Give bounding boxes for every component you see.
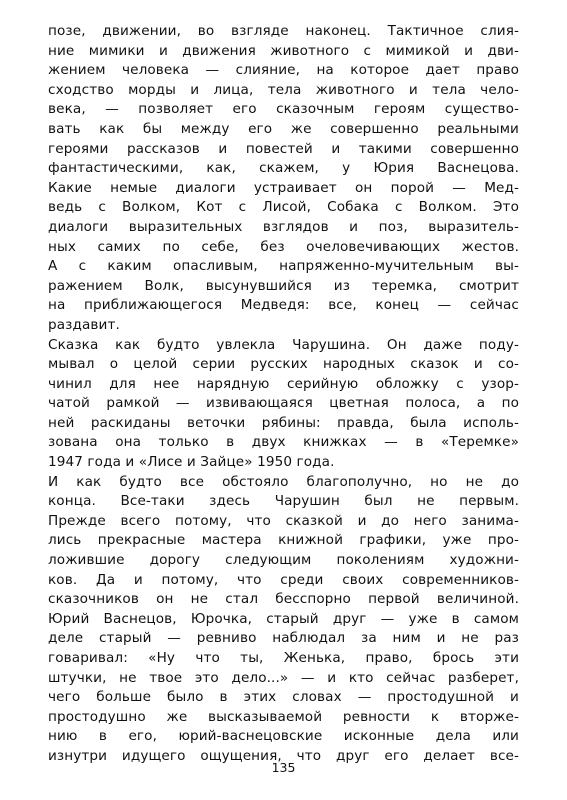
text-line: А с каким опасливым, напряженно-мучительным вы- bbox=[48, 258, 519, 275]
text-line: вать как бы между его же совершенно реальными bbox=[48, 120, 519, 137]
text-line: сказочников он не стал бесспорно первой величиной. bbox=[48, 591, 519, 608]
text-line: ражением Волк, высунувшийся из теремка, смотрит bbox=[48, 277, 519, 294]
text-line: конца. Все-таки здесь Чарушин был не первым. bbox=[48, 493, 519, 510]
text-line: простодушно же высказываемой ревности к вторже- bbox=[48, 708, 519, 725]
text-line: сходство морды и лица, тела животного и тела чело- bbox=[48, 81, 519, 98]
text-line: лись прекрасные мастера книжной графики, уже про- bbox=[48, 532, 519, 549]
text-line: деле старый — ревниво наблюдал за ним и не раз bbox=[48, 630, 519, 647]
text-line: зована она только в двух книжках — в «Теремке» bbox=[48, 434, 519, 451]
text-line: ных самих по себе, без очеловечивающих жестов. bbox=[48, 238, 519, 255]
text-line: И как будто все обстояло благополучно, но не до bbox=[48, 473, 519, 490]
text-line: Прежде всего потому, что сказкой и до него занима- bbox=[48, 512, 519, 529]
text-line: нию в его, юрий-васнецовские исконные дела или bbox=[48, 728, 519, 745]
text-line: раздавит. bbox=[48, 316, 120, 333]
text-line: ней раскиданы веточки рябины: правда, была исполь- bbox=[48, 414, 519, 431]
text-line: штучки, не твое это дело...» — и кто сейчас разберет, bbox=[48, 669, 519, 686]
text-line: чего больше было в этих словах — простодушной и bbox=[48, 689, 519, 706]
text-line: Какие немые диалоги устраивает он порой — Мед- bbox=[48, 179, 519, 196]
text-line: жением человека — слияние, на которое дает право bbox=[48, 62, 519, 79]
text-line: 1947 года и «Лисе и Зайце» 1950 года. bbox=[48, 454, 335, 471]
page-text bbox=[48, 22, 519, 767]
text-line: говаривал: «Ну что ты, Женька, право, брось эти bbox=[48, 650, 519, 666]
text-line: ние мимики и движения животного с мимикой и дви- bbox=[48, 42, 519, 59]
text-line: ведь с Волком, Кот с Лисой, Собака с Волком. Это bbox=[48, 199, 519, 216]
page-number: 135 bbox=[271, 760, 296, 775]
text-line: изнутри идущего ощущения, что друг его делает все- bbox=[48, 747, 519, 764]
text-line: ложившие дорогу следующим поколениям художни- bbox=[48, 552, 519, 569]
text-line: на приближающегося Медведя: все, конец — сейчас bbox=[48, 297, 519, 314]
text-line: фантастическими, как, скажем, у Юрия Васнецова. bbox=[48, 160, 519, 177]
text-line: мывал о целой серии русских народных сказок и со- bbox=[48, 356, 519, 373]
text-line: ков. Да и потому, что среди своих современников- bbox=[48, 571, 519, 588]
text-line: века, — позволяет его сказочным героям существо- bbox=[48, 101, 519, 118]
text-line: Юрий Васнецов, Юрочка, старый друг — уже в самом bbox=[48, 610, 519, 627]
text-line: позе, движении, во взгляде наконец. Тактичное слия- bbox=[48, 23, 519, 39]
text-line: чинил для нее нарядную серийную обложку с узор- bbox=[48, 375, 519, 392]
text-line: Сказка как будто увлекла Чарушина. Он даже поду- bbox=[48, 336, 519, 353]
text-line: героями рассказов и повестей и такими совершенно bbox=[48, 140, 519, 157]
text-line: чатой рамкой — извивающаяся цветная полоса, а по bbox=[48, 395, 519, 412]
text-line: диалоги выразительных взглядов и поз, выразитель- bbox=[48, 218, 519, 235]
